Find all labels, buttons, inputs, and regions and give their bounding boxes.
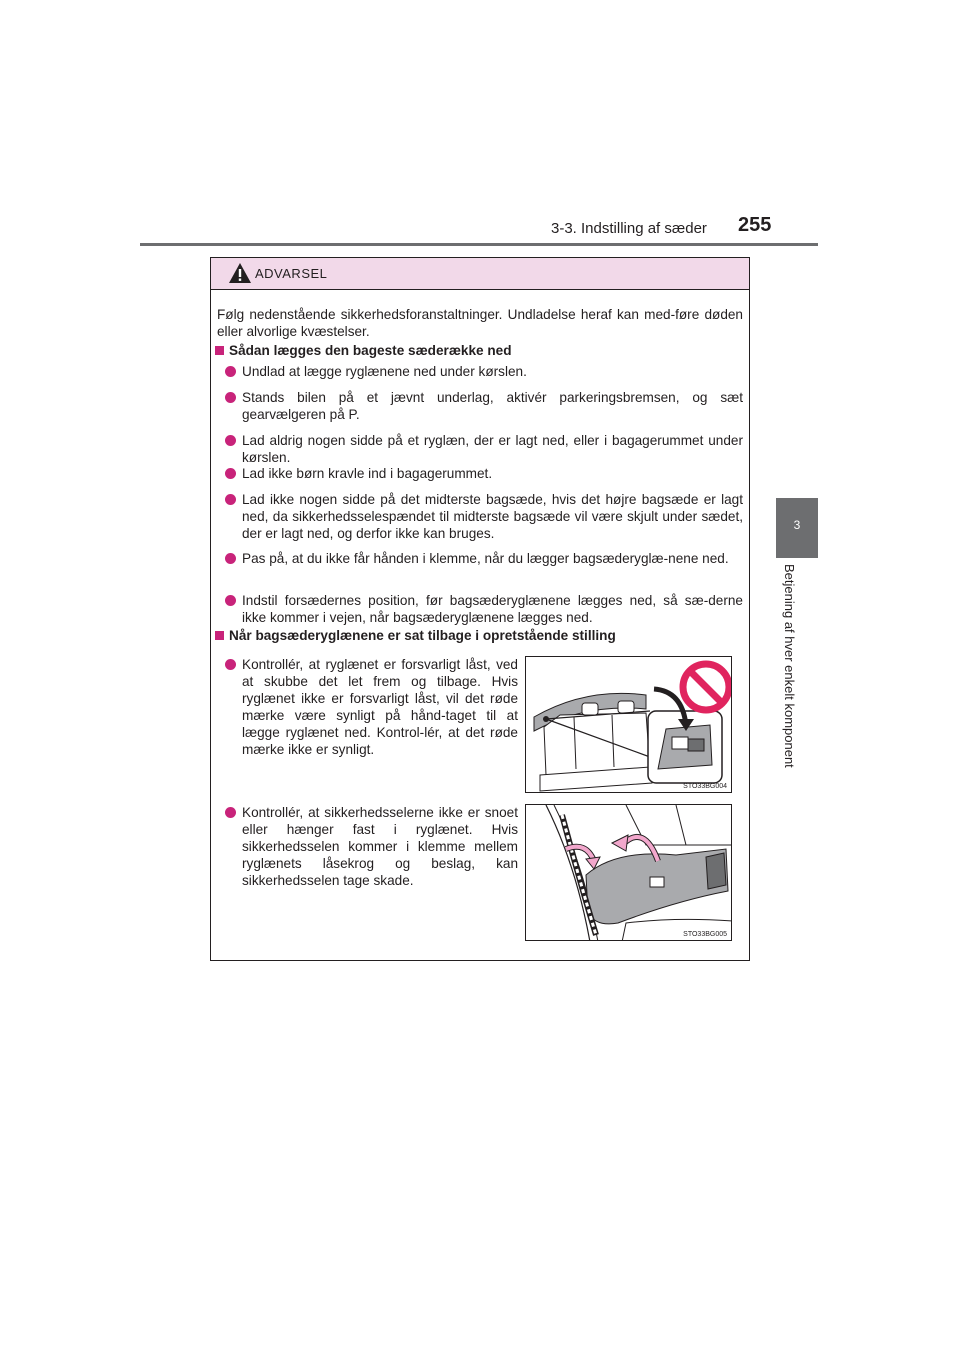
list-item-text: Kontrollér, at sikkerhedsselerne ikke er snoet eller hænger fast i ryglænet. Hvis sikkerhedsselen kommer i klemme mellem ryglænets låsekrog og beslag, kan sikkerhedsselen tage skade. <box>242 805 518 888</box>
list-item <box>225 656 518 758</box>
chapter-tab <box>776 498 818 558</box>
list-item-text: Lad ikke børn kravle ind i bagagerummet. <box>242 466 493 481</box>
section-title: 3-3. Indstilling af sæder <box>551 220 707 237</box>
list-item-text: Indstil forsædernes position, før bagsæderyglænene lægges ned, så sæ-derne ikke kommer i vejen, når bagsæderyglænene lægges ned. <box>242 593 743 625</box>
heading-square-icon <box>215 346 224 355</box>
list-item-text: Kontrollér, at ryglænet er forsvarligt låst, ved at skubbe det let frem og tilbage. Hvis ryglænet ikke er forsvarligt låst, vil det røde mærke være synligt på hånd-taget til at lægge ryglænet ned. Kontrol-lér, at det røde mærke ikke er synligt. <box>242 657 518 757</box>
warning-triangle-icon <box>228 262 252 284</box>
bullet-dot-icon <box>225 553 236 564</box>
section-heading-text: Når bagsæderyglænene er sat tilbage i opretstående stilling <box>229 628 616 643</box>
bullet-dot-icon <box>225 435 236 446</box>
bullet-dot-icon <box>225 468 236 479</box>
list-item <box>225 550 743 567</box>
bullet-dot-icon <box>225 807 236 818</box>
list-item <box>225 804 518 889</box>
rear-seat-lever-drawing <box>526 657 732 793</box>
warning-intro: Følg nedenstående sikkerhedsforanstaltninger. Undladelse heraf kan med-føre døden eller alvorlige kvæstelser. <box>217 307 743 339</box>
list-item-text: Lad aldrig nogen sidde på et ryglæn, der er lagt ned, eller i bagagerummet under kørslen. <box>242 433 743 465</box>
bullet-dot-icon <box>225 659 236 670</box>
list-item-text: Undlad at lægge ryglænene ned under kørslen. <box>242 364 527 379</box>
figure-code: STO33BG005 <box>683 931 727 938</box>
seat-belt-drawing <box>526 805 732 941</box>
section-heading-fold-down <box>215 342 512 359</box>
list-item <box>225 363 743 380</box>
warning-header <box>211 258 749 290</box>
header-rule <box>140 243 818 246</box>
list-item-text: Lad ikke nogen sidde på det midterste bagsæde, hvis det højre bagsæde er lagt ned, da sikkerhedsselespændet til midterste bagsæde vil være skjult under sædet, der er lagt ned, og derfor ikke kan bruges. <box>242 492 743 541</box>
bullet-dot-icon <box>225 494 236 505</box>
chapter-tab-label: Betjening af hver enkelt komponent <box>782 564 797 768</box>
bullet-dot-icon <box>225 366 236 377</box>
figure-code: STO33BG004 <box>683 783 727 790</box>
page-number: 255 <box>738 214 772 236</box>
chapter-tab-number: 3 <box>793 518 801 532</box>
list-item <box>225 432 743 466</box>
section-heading-upright <box>215 627 616 644</box>
seat-belt-illustration <box>525 804 732 941</box>
bullet-dot-icon <box>225 595 236 606</box>
list-item <box>225 389 743 423</box>
list-item <box>225 491 743 542</box>
list-item-text: Stands bilen på et jævnt underlag, aktivér parkeringsbremsen, og sæt gearvælgeren på P. <box>242 390 743 422</box>
warning-title: ADVARSEL <box>255 266 328 281</box>
list-item <box>225 592 743 626</box>
section-heading-text: Sådan lægges den bageste sæderække ned <box>229 343 512 358</box>
heading-square-icon <box>215 631 224 640</box>
bullet-dot-icon <box>225 392 236 403</box>
warning-box <box>210 257 750 961</box>
list-item-text: Pas på, at du ikke får hånden i klemme, når du lægger bagsæderyglæ-nene ned. <box>242 551 729 566</box>
seat-release-lever-illustration <box>525 656 732 793</box>
list-item <box>225 465 743 482</box>
